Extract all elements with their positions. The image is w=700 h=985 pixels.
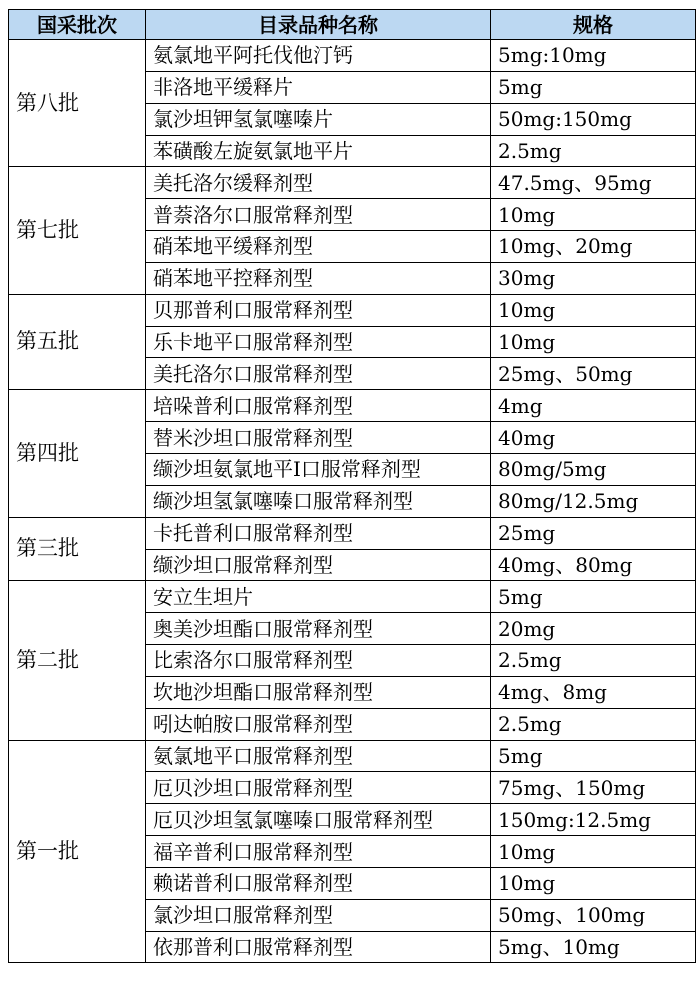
spec-cell: 10mg <box>491 326 696 358</box>
drug-name-cell: 普萘洛尔口服常释剂型 <box>146 199 491 231</box>
spec-cell: 2.5mg <box>491 708 696 740</box>
drug-name-cell: 依那普利口服常释剂型 <box>146 931 491 963</box>
drug-name-cell: 福辛普利口服常释剂型 <box>146 836 491 868</box>
drug-name-cell: 美托洛尔口服常释剂型 <box>146 358 491 390</box>
drug-name-cell: 厄贝沙坦氢氯噻嗪口服常释剂型 <box>146 804 491 836</box>
drug-name-cell: 厄贝沙坦口服常释剂型 <box>146 772 491 804</box>
table-body <box>9 40 696 963</box>
spec-cell: 30mg <box>491 262 696 294</box>
spec-cell: 10mg <box>491 836 696 868</box>
drug-name-cell: 比索洛尔口服常释剂型 <box>146 645 491 677</box>
drug-name-cell: 赖诺普利口服常释剂型 <box>146 867 491 899</box>
batch-cell: 第四批 <box>9 390 146 517</box>
spec-cell: 47.5mg、95mg <box>491 167 696 199</box>
procurement-drug-table <box>8 9 696 963</box>
drug-name-cell: 贝那普利口服常释剂型 <box>146 294 491 326</box>
batch-cell: 第七批 <box>9 167 146 294</box>
batch-cell: 第一批 <box>9 740 146 963</box>
spec-cell: 50mg:150mg <box>491 103 696 135</box>
table-row <box>9 40 696 72</box>
spec-cell: 5mg、10mg <box>491 931 696 963</box>
table-row <box>9 740 696 772</box>
drug-name-cell: 氨氯地平阿托伐他汀钙 <box>146 40 491 72</box>
drug-name-cell: 美托洛尔缓释剂型 <box>146 167 491 199</box>
spec-cell: 2.5mg <box>491 135 696 167</box>
spec-cell: 2.5mg <box>491 645 696 677</box>
spec-cell: 10mg <box>491 199 696 231</box>
spec-cell: 10mg、20mg <box>491 231 696 263</box>
header-batch: 国采批次 <box>9 10 146 40</box>
drug-name-cell: 氯沙坦口服常释剂型 <box>146 899 491 931</box>
table-row <box>9 517 696 549</box>
spec-cell: 10mg <box>491 294 696 326</box>
spec-cell: 40mg <box>491 422 696 454</box>
spec-cell: 40mg、80mg <box>491 549 696 581</box>
header-spec: 规格 <box>491 10 696 40</box>
spec-cell: 4mg <box>491 390 696 422</box>
drug-name-cell: 替米沙坦口服常释剂型 <box>146 422 491 454</box>
spec-cell: 5mg <box>491 740 696 772</box>
drug-name-cell: 硝苯地平控释剂型 <box>146 262 491 294</box>
spec-cell: 50mg、100mg <box>491 899 696 931</box>
drug-name-cell: 氨氯地平口服常释剂型 <box>146 740 491 772</box>
table-header <box>9 10 696 40</box>
spec-cell: 4mg、8mg <box>491 676 696 708</box>
header-drug-name: 目录品种名称 <box>146 10 491 40</box>
batch-cell: 第二批 <box>9 581 146 740</box>
batch-cell: 第八批 <box>9 40 146 167</box>
spec-cell: 10mg <box>491 867 696 899</box>
drug-name-cell: 奥美沙坦酯口服常释剂型 <box>146 613 491 645</box>
table-row <box>9 294 696 326</box>
drug-name-cell: 苯磺酸左旋氨氯地平片 <box>146 135 491 167</box>
spec-cell: 25mg、50mg <box>491 358 696 390</box>
spec-cell: 75mg、150mg <box>491 772 696 804</box>
drug-name-cell: 缬沙坦氢氯噻嗪口服常释剂型 <box>146 485 491 517</box>
drug-name-cell: 缬沙坦氨氯地平I口服常释剂型 <box>146 453 491 485</box>
drug-name-cell: 硝苯地平缓释剂型 <box>146 231 491 263</box>
drug-name-cell: 培哚普利口服常释剂型 <box>146 390 491 422</box>
spec-cell: 80mg/12.5mg <box>491 485 696 517</box>
drug-name-cell: 安立生坦片 <box>146 581 491 613</box>
spec-cell: 150mg:12.5mg <box>491 804 696 836</box>
spec-cell: 5mg:10mg <box>491 40 696 72</box>
drug-name-cell: 乐卡地平口服常释剂型 <box>146 326 491 358</box>
spec-cell: 25mg <box>491 517 696 549</box>
drug-name-cell: 坎地沙坦酯口服常释剂型 <box>146 676 491 708</box>
header-row <box>9 10 696 40</box>
drug-name-cell: 吲达帕胺口服常释剂型 <box>146 708 491 740</box>
spec-cell: 80mg/5mg <box>491 453 696 485</box>
drug-name-cell: 卡托普利口服常释剂型 <box>146 517 491 549</box>
drug-name-cell: 缬沙坦口服常释剂型 <box>146 549 491 581</box>
spec-cell: 5mg <box>491 581 696 613</box>
batch-cell: 第三批 <box>9 517 146 581</box>
batch-cell: 第五批 <box>9 294 146 390</box>
table-row <box>9 581 696 613</box>
table-row <box>9 167 696 199</box>
drug-name-cell: 氯沙坦钾氢氯噻嗪片 <box>146 103 491 135</box>
table-row <box>9 390 696 422</box>
spec-cell: 5mg <box>491 71 696 103</box>
spec-cell: 20mg <box>491 613 696 645</box>
drug-name-cell: 非洛地平缓释片 <box>146 71 491 103</box>
